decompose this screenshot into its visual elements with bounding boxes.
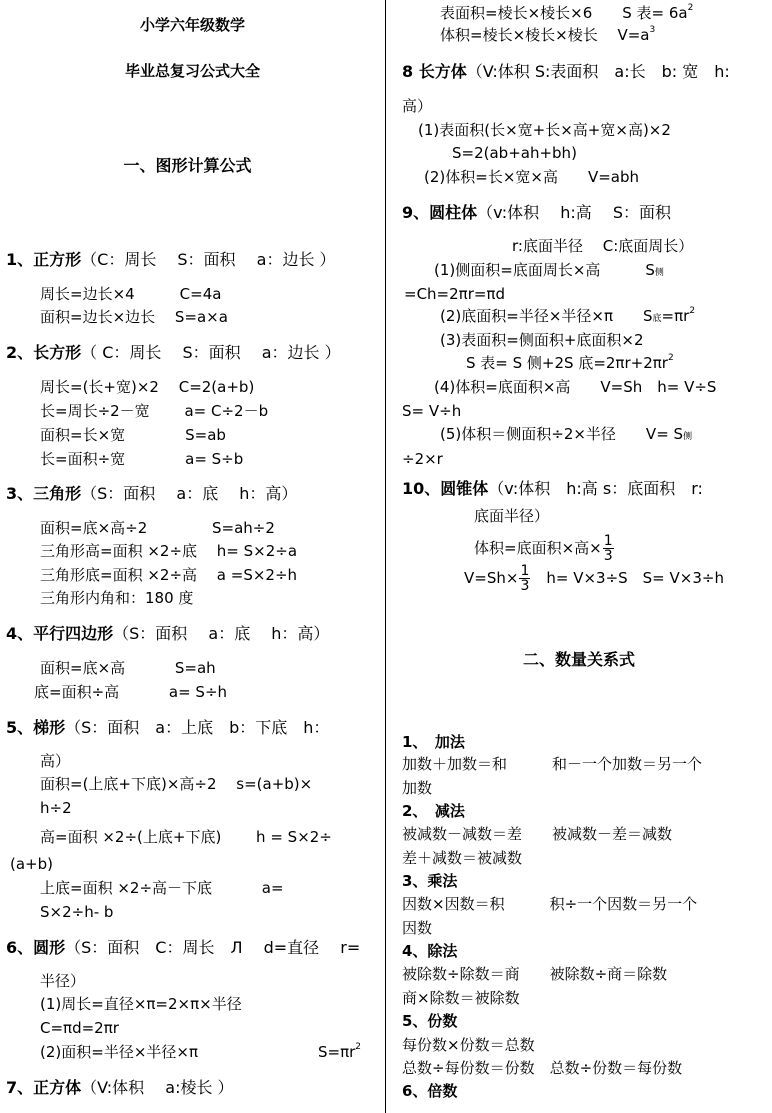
formula-line: 底面半径）	[474, 507, 550, 525]
formula-line: 三角形内角和：180 度	[40, 589, 194, 607]
fraction	[519, 564, 530, 593]
formula-line: 高=面积 ×2÷(上底+下底) h = S×2÷	[40, 828, 332, 846]
formula-line: (1)周长=直径×π=2×π×半径	[40, 995, 242, 1013]
formula-line: 底=面积÷高 a= S÷h	[34, 683, 228, 701]
formula-line: =Ch=2πr=πd	[404, 285, 505, 303]
heading-cone-note: （v:体积 h:高 s：底面积 r:	[488, 479, 703, 498]
formula-line: 面积=底×高 S=ah	[40, 659, 216, 677]
formula-line: 高）	[40, 752, 71, 770]
fraction-numerator: 1	[520, 562, 530, 579]
formula-line: (4)体积=底面积×高 V=Sh h= V÷S	[434, 378, 717, 396]
heading-cone	[402, 481, 703, 497]
formula-line: r:底面半径 C:底面周长）	[512, 237, 694, 255]
relation-heading: 4、除法	[402, 942, 458, 960]
exponent: 2	[687, 3, 694, 13]
heading-triangle-title: 3、三角形	[6, 484, 82, 503]
fraction-denominator: 3	[603, 547, 613, 564]
relation-line: 每份数×份数＝总数	[402, 1036, 535, 1054]
relation-line: 加数＋加数＝和 和－一个加数＝另一个	[402, 755, 703, 773]
formula-text: S 表= S 侧+2S 底=2πr+2πr	[466, 354, 668, 372]
exponent: 2	[355, 1042, 362, 1052]
relation-line: 因数	[402, 919, 433, 937]
heading-cylinder	[402, 205, 671, 221]
heading-rectangle-note: （ C：周长 S：面积 a：边长 ）	[81, 343, 341, 362]
heading-parallelogram	[6, 626, 329, 642]
section-heading-relations: 二、数量关系式	[522, 650, 635, 669]
formula-line	[440, 306, 696, 325]
formula-line: (3)表面积=侧面积+底面积×2	[440, 331, 644, 349]
formula-text: 体积=底面积×高×	[474, 538, 602, 557]
subscript: 底	[652, 314, 662, 324]
formula-line: 三角形底=面积 ×2÷高 a =S×2÷h	[40, 566, 298, 584]
exponent: 2	[689, 306, 696, 316]
formula-text: (2)面积=半径×半径×π	[40, 1043, 198, 1061]
relation-heading: 1、 加法	[402, 733, 465, 751]
heading-trapezoid-note: （S：面积 a：上底 b：下底 h：	[65, 718, 330, 737]
formula-line	[464, 560, 724, 596]
formula-line	[40, 1045, 198, 1060]
doc-subtitle: 毕业总复习公式大全	[124, 62, 260, 80]
formula-line: S=2(ab+ah+bh)	[452, 144, 577, 162]
formula-line	[440, 3, 694, 22]
formula-line	[440, 427, 692, 442]
formula-line: 长=面积÷宽 a= S÷b	[40, 450, 244, 468]
formula-text: S=πr	[318, 1043, 356, 1061]
heading-circle-note: （S：面积 C：周长 Л d=直径 r=	[65, 938, 361, 957]
formula-line	[440, 25, 656, 44]
heading-triangle	[6, 486, 297, 502]
heading-trapezoid-title: 5、梯形	[6, 718, 66, 737]
formula-text: (1)侧面积=底面周长×高 S	[434, 261, 655, 279]
relation-line: 差＋减数＝被减数	[402, 849, 523, 867]
heading-rectangle	[6, 345, 341, 361]
formula-text: V=Sh×	[464, 568, 519, 587]
exponent: 2	[667, 353, 674, 363]
heading-square-note: （C：周长 S：面积 a：边长 ）	[81, 250, 336, 269]
heading-cube-note: （V:体积 a:棱长 ）	[81, 1078, 234, 1097]
formula-line: (1)表面积(长×宽+长×高+宽×高)×2	[418, 121, 671, 139]
heading-triangle-note: （S：面积 a：底 h：高）	[81, 484, 298, 503]
relation-line: 被除数÷除数＝商 被除数÷商＝除数	[402, 965, 668, 983]
formula-line: 三角形高=面积 ×2÷底 h= S×2÷a	[40, 542, 298, 560]
formula-line: S×2÷h- b	[40, 903, 114, 921]
formula-line: 面积=长×宽 S=ab	[40, 426, 226, 444]
formula-line: (a+b)	[10, 855, 53, 873]
fraction-numerator: 1	[603, 532, 613, 549]
heading-cylinder-note: （v:体积 h:高 S：面积	[477, 203, 671, 222]
formula-line	[434, 263, 664, 278]
heading-cuboid	[402, 64, 730, 80]
formula-line: 面积=边长×边长 S=a×a	[40, 308, 228, 326]
fraction	[603, 534, 614, 563]
formula-text: (2)底面积=半径×半径×π S	[440, 307, 653, 325]
relation-heading: 3、乘法	[402, 872, 458, 890]
formula-line: 高）	[402, 97, 433, 115]
doc-title: 小学六年级数学	[139, 16, 245, 34]
subscript: 侧	[683, 432, 693, 442]
subscript: 侧	[654, 268, 664, 278]
relation-line: 商×除数＝被除数	[402, 989, 520, 1007]
formula-line: 周长=(长+宽)×2 C=2(a+b)	[40, 378, 255, 396]
formula-text: h= V×3÷S S= V×3÷h	[531, 568, 724, 587]
column-divider	[385, 0, 386, 1113]
heading-trapezoid	[6, 720, 329, 736]
formula-line: 面积=底×高÷2 S=ah÷2	[40, 519, 275, 537]
relation-heading: 6、倍数	[402, 1082, 458, 1100]
relation-line: 加数	[402, 779, 433, 797]
fraction-denominator: 3	[520, 577, 530, 594]
formula-text: =πr	[661, 307, 690, 325]
formula-text: 表面积=棱长×棱长×6 S 表= 6a	[440, 4, 688, 22]
heading-cube	[6, 1080, 234, 1096]
relation-line: 被减数－减数＝差 被减数－差＝减数	[402, 825, 673, 843]
formula-line: (2)体积=长×宽×高 V=abh	[424, 168, 640, 186]
formula-line: ÷2×r	[402, 450, 443, 468]
heading-parallelogram-title: 4、平行四边形	[6, 624, 114, 643]
formula-line	[318, 1042, 362, 1061]
formula-line: h÷2	[40, 799, 72, 817]
exponent: 3	[649, 25, 656, 35]
heading-square	[6, 252, 336, 268]
heading-cuboid-title: 8 长方体	[402, 62, 467, 81]
heading-circle-title: 6、圆形	[6, 938, 66, 957]
heading-cuboid-note: （V:体积 S:表面积 a:长 b: 宽 h:	[466, 62, 730, 81]
formula-line	[466, 353, 674, 372]
relation-line: 因数×因数＝积 积÷一个因数＝另一个	[402, 895, 698, 913]
heading-parallelogram-note: （S：面积 a：底 h：高）	[113, 624, 330, 643]
heading-circle	[6, 940, 360, 956]
formula-line: 上底=面积 ×2÷高－下底 a=	[40, 879, 284, 897]
formula-line: 面积=(上底+下底)×高÷2 s=(a+b)×	[40, 775, 313, 793]
relation-heading: 2、 减法	[402, 802, 465, 820]
relation-line: 总数÷每份数＝份数 总数÷份数＝每份数	[402, 1059, 683, 1077]
heading-cube-title: 7、正方体	[6, 1078, 82, 1097]
heading-cone-title: 10、圆锥体	[402, 479, 489, 498]
heading-rectangle-title: 2、长方形	[6, 343, 82, 362]
formula-text: 体积=棱长×棱长×棱长 V=a	[440, 26, 650, 44]
formula-line: 长=周长÷2－宽 a= C÷2－b	[40, 402, 269, 420]
formula-line: 半径）	[40, 972, 86, 990]
formula-text: (5)体积＝侧面积÷2×半径 V= S	[440, 425, 684, 443]
formula-line: 周长=边长×4 C=4a	[40, 285, 222, 303]
formula-line: S= V÷h	[402, 402, 462, 420]
formula-line: C=πd=2πr	[40, 1019, 119, 1037]
heading-cylinder-title: 9、圆柱体	[402, 203, 478, 222]
heading-square-title: 1、正方形	[6, 250, 82, 269]
section-heading-shapes: 一、图形计算公式	[123, 156, 252, 175]
relation-heading: 5、份数	[402, 1012, 458, 1030]
